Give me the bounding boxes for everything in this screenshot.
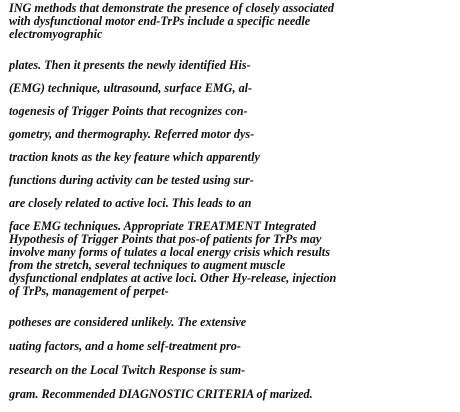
- text-line: electromyographic: [9, 27, 103, 41]
- text-line: are closely related to active loci. This leads to an: [9, 196, 252, 210]
- text-line: (EMG) technique, ultrasound, surface EMG, al-: [9, 81, 253, 95]
- text-line: gometry, and thermography. Referred motor dys-: [9, 127, 255, 141]
- text-line: functions during activity can be tested using sur-: [9, 173, 254, 187]
- text-line: uating factors, and a home self-treatment pro-: [9, 339, 241, 353]
- text-line: from the stretch, several techniques to augment muscle: [9, 258, 286, 272]
- text-line: research on the Local Twitch Response is sum-: [9, 363, 246, 377]
- text-line: Hypothesis of Trigger Points that pos-of patients for TrPs may: [9, 232, 322, 246]
- text-line: gram. Recommended DIAGNOSTIC CRITERIA of marized.: [9, 387, 313, 401]
- text-line: involve many forms of tulates a local energy crisis which results: [9, 245, 330, 259]
- text-line: traction knots as the key feature which apparently: [9, 150, 260, 164]
- text-line: of TrPs, management of perpet-: [9, 284, 169, 298]
- text-line: ING methods that demonstrate the presence of closely associated: [9, 1, 334, 15]
- text-line: plates. Then it presents the newly identified His-: [9, 58, 251, 72]
- text-line: face EMG techniques. Appropriate TREATMENT Integrated: [9, 219, 316, 233]
- text-line: dysfunctional endplates at active loci. Other Hy-release, injection: [9, 271, 337, 285]
- text-line: with dysfunctional motor end-TrPs include a specific needle: [9, 14, 311, 28]
- text-line: togenesis of Trigger Points that recognizes con-: [9, 104, 248, 118]
- text-line: potheses are considered unlikely. The extensive: [9, 315, 247, 329]
